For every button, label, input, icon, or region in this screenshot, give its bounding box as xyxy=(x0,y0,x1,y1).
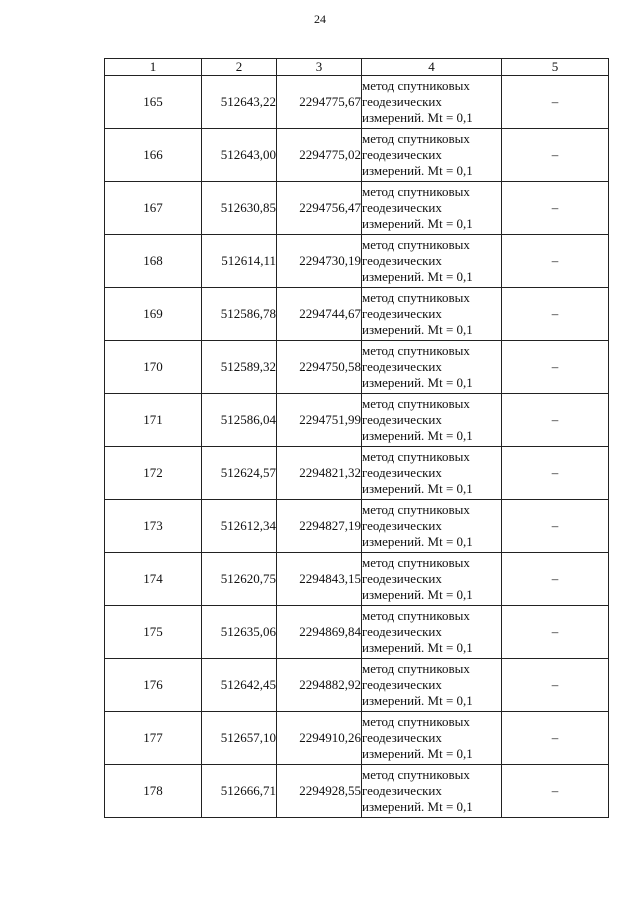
note-cell: – xyxy=(502,129,609,182)
method-line: метод спутниковых xyxy=(362,767,470,782)
method-line: измерений. Mt = 0,1 xyxy=(362,693,473,708)
y-coordinate-cell: 2294730,19 xyxy=(277,235,362,288)
method-cell xyxy=(362,235,502,288)
table-row xyxy=(105,553,609,606)
method-line: метод спутниковых xyxy=(362,343,470,358)
method-line: геодезических xyxy=(362,306,442,321)
note-cell: – xyxy=(502,235,609,288)
method-cell xyxy=(362,447,502,500)
method-line: геодезических xyxy=(362,730,442,745)
method-line: геодезических xyxy=(362,465,442,480)
method-line: измерений. Mt = 0,1 xyxy=(362,428,473,443)
x-coordinate-cell: 512635,06 xyxy=(202,606,277,659)
method-line: метод спутниковых xyxy=(362,184,470,199)
note-cell: – xyxy=(502,341,609,394)
point-number-cell: 165 xyxy=(105,76,202,129)
x-coordinate-cell: 512612,34 xyxy=(202,500,277,553)
table-header-row xyxy=(105,59,609,76)
note-cell: – xyxy=(502,76,609,129)
x-coordinate-cell: 512643,22 xyxy=(202,76,277,129)
method-cell xyxy=(362,76,502,129)
method-line: измерений. Mt = 0,1 xyxy=(362,799,473,814)
column-header: 2 xyxy=(202,59,277,76)
method-line: измерений. Mt = 0,1 xyxy=(362,587,473,602)
method-line: измерений. Mt = 0,1 xyxy=(362,481,473,496)
table-row xyxy=(105,341,609,394)
column-header: 4 xyxy=(362,59,502,76)
point-number-cell: 178 xyxy=(105,765,202,818)
method-line: геодезических xyxy=(362,147,442,162)
point-number-cell: 167 xyxy=(105,182,202,235)
table-row xyxy=(105,76,609,129)
method-line: геодезических xyxy=(362,571,442,586)
method-line: метод спутниковых xyxy=(362,237,470,252)
point-number-cell: 175 xyxy=(105,606,202,659)
x-coordinate-cell: 512586,04 xyxy=(202,394,277,447)
method-line: метод спутниковых xyxy=(362,396,470,411)
page-number: 24 xyxy=(314,12,326,26)
y-coordinate-cell: 2294744,67 xyxy=(277,288,362,341)
method-cell xyxy=(362,712,502,765)
y-coordinate-cell: 2294756,47 xyxy=(277,182,362,235)
coordinates-table xyxy=(104,58,609,818)
x-coordinate-cell: 512589,32 xyxy=(202,341,277,394)
method-line: измерений. Mt = 0,1 xyxy=(362,110,473,125)
table-row xyxy=(105,659,609,712)
point-number-cell: 174 xyxy=(105,553,202,606)
table-row xyxy=(105,394,609,447)
point-number-cell: 171 xyxy=(105,394,202,447)
table-row xyxy=(105,235,609,288)
method-line: измерений. Mt = 0,1 xyxy=(362,163,473,178)
y-coordinate-cell: 2294869,84 xyxy=(277,606,362,659)
method-line: метод спутниковых xyxy=(362,661,470,676)
method-line: геодезических xyxy=(362,518,442,533)
method-line: метод спутниковых xyxy=(362,555,470,570)
table-row xyxy=(105,500,609,553)
point-number-cell: 170 xyxy=(105,341,202,394)
method-line: геодезических xyxy=(362,412,442,427)
y-coordinate-cell: 2294775,02 xyxy=(277,129,362,182)
note-cell: – xyxy=(502,659,609,712)
table-row xyxy=(105,288,609,341)
point-number-cell: 173 xyxy=(105,500,202,553)
x-coordinate-cell: 512620,75 xyxy=(202,553,277,606)
y-coordinate-cell: 2294821,32 xyxy=(277,447,362,500)
method-cell xyxy=(362,394,502,447)
method-cell xyxy=(362,288,502,341)
table-row xyxy=(105,606,609,659)
x-coordinate-cell: 512624,57 xyxy=(202,447,277,500)
method-line: метод спутниковых xyxy=(362,608,470,623)
y-coordinate-cell: 2294827,19 xyxy=(277,500,362,553)
note-cell: – xyxy=(502,553,609,606)
x-coordinate-cell: 512586,78 xyxy=(202,288,277,341)
point-number-cell: 169 xyxy=(105,288,202,341)
y-coordinate-cell: 2294928,55 xyxy=(277,765,362,818)
method-line: геодезических xyxy=(362,783,442,798)
x-coordinate-cell: 512642,45 xyxy=(202,659,277,712)
method-line: метод спутниковых xyxy=(362,290,470,305)
method-line: измерений. Mt = 0,1 xyxy=(362,640,473,655)
method-cell xyxy=(362,182,502,235)
point-number-cell: 166 xyxy=(105,129,202,182)
method-line: измерений. Mt = 0,1 xyxy=(362,746,473,761)
x-coordinate-cell: 512657,10 xyxy=(202,712,277,765)
y-coordinate-cell: 2294751,99 xyxy=(277,394,362,447)
point-number-cell: 177 xyxy=(105,712,202,765)
x-coordinate-cell: 512614,11 xyxy=(202,235,277,288)
table-row xyxy=(105,129,609,182)
method-line: метод спутниковых xyxy=(362,449,470,464)
method-line: геодезических xyxy=(362,94,442,109)
method-line: измерений. Mt = 0,1 xyxy=(362,375,473,390)
note-cell: – xyxy=(502,500,609,553)
table-row xyxy=(105,182,609,235)
y-coordinate-cell: 2294910,26 xyxy=(277,712,362,765)
column-header: 5 xyxy=(502,59,609,76)
method-cell xyxy=(362,129,502,182)
note-cell: – xyxy=(502,712,609,765)
method-line: метод спутниковых xyxy=(362,502,470,517)
method-cell xyxy=(362,500,502,553)
method-line: метод спутниковых xyxy=(362,78,470,93)
note-cell: – xyxy=(502,394,609,447)
method-line: измерений. Mt = 0,1 xyxy=(362,269,473,284)
method-cell xyxy=(362,341,502,394)
note-cell: – xyxy=(502,182,609,235)
note-cell: – xyxy=(502,447,609,500)
x-coordinate-cell: 512643,00 xyxy=(202,129,277,182)
method-line: геодезических xyxy=(362,200,442,215)
method-line: метод спутниковых xyxy=(362,714,470,729)
method-cell xyxy=(362,659,502,712)
x-coordinate-cell: 512630,85 xyxy=(202,182,277,235)
note-cell: – xyxy=(502,606,609,659)
method-line: геодезических xyxy=(362,359,442,374)
method-cell xyxy=(362,765,502,818)
table-row xyxy=(105,712,609,765)
table-row xyxy=(105,447,609,500)
note-cell: – xyxy=(502,288,609,341)
column-header: 3 xyxy=(277,59,362,76)
method-line: геодезических xyxy=(362,624,442,639)
method-line: измерений. Mt = 0,1 xyxy=(362,322,473,337)
method-line: измерений. Mt = 0,1 xyxy=(362,534,473,549)
method-line: измерений. Mt = 0,1 xyxy=(362,216,473,231)
method-line: геодезических xyxy=(362,253,442,268)
method-line: геодезических xyxy=(362,677,442,692)
column-header: 1 xyxy=(105,59,202,76)
point-number-cell: 168 xyxy=(105,235,202,288)
x-coordinate-cell: 512666,71 xyxy=(202,765,277,818)
table-row xyxy=(105,765,609,818)
point-number-cell: 176 xyxy=(105,659,202,712)
point-number-cell: 172 xyxy=(105,447,202,500)
method-cell xyxy=(362,553,502,606)
method-line: метод спутниковых xyxy=(362,131,470,146)
y-coordinate-cell: 2294843,15 xyxy=(277,553,362,606)
method-cell xyxy=(362,606,502,659)
note-cell: – xyxy=(502,765,609,818)
y-coordinate-cell: 2294882,92 xyxy=(277,659,362,712)
y-coordinate-cell: 2294750,58 xyxy=(277,341,362,394)
y-coordinate-cell: 2294775,67 xyxy=(277,76,362,129)
